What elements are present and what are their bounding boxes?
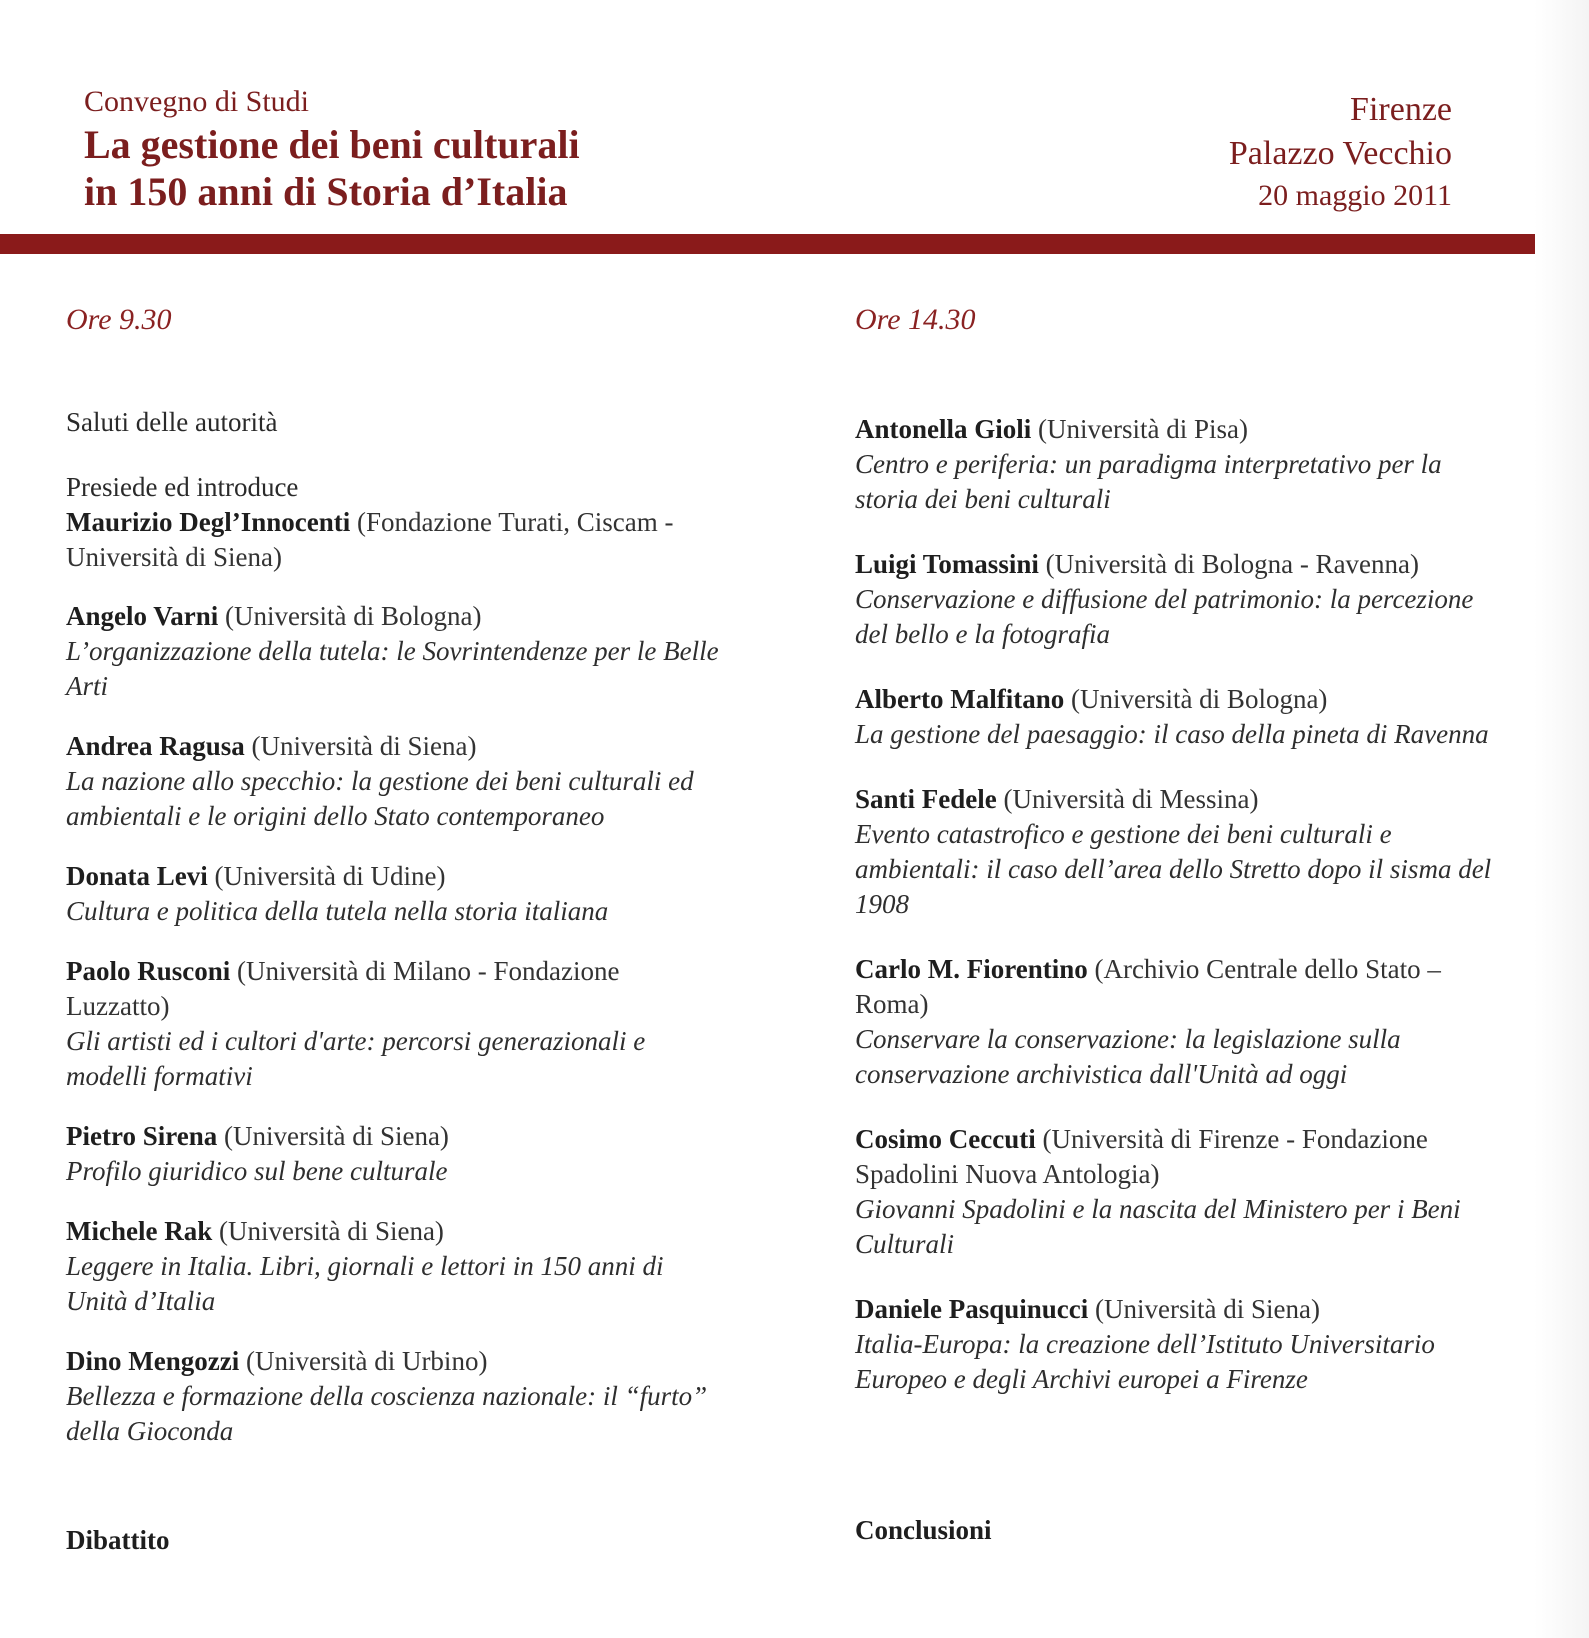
event-date: 20 maggio 2011 [1258, 179, 1452, 212]
chair-entry [66, 470, 726, 575]
speaker-name: Donata Levi [66, 861, 208, 891]
talk-title: Cultura e politica della tutela nella storia italiana [66, 896, 609, 926]
speaker-affiliation: (Università di Siena) [251, 731, 477, 761]
afternoon-closing: Conclusioni [855, 1515, 992, 1545]
event-venue: Palazzo Vecchio [1228, 135, 1452, 172]
talk-title: Giovanni Spadolini e la nascita del Ministero per i Beni Culturali [855, 1194, 1461, 1259]
speaker-affiliation: (Università di Urbino) [245, 1346, 488, 1376]
speaker-affiliation: (Università di Messina) [1003, 784, 1259, 814]
speaker-affiliation: (Università di Siena) [223, 1121, 449, 1151]
speaker-name: Dino Mengozzi [66, 1346, 240, 1376]
morning-session [66, 300, 726, 1449]
talk-title: La gestione del paesaggio: il caso della pineta di Ravenna [855, 719, 1489, 749]
talk-title: Conservare la conservazione: la legislazione sulla conservazione archivistica dall'Unità ad oggi [855, 1024, 1401, 1089]
talk-entry [66, 729, 726, 834]
chair-affiliation: (Fondazione Turati, Ciscam - Università di Siena) [66, 507, 674, 572]
talk-entry [66, 1344, 726, 1449]
header-divider-rule [0, 234, 1535, 254]
talk-title: La nazione allo specchio: la gestione dei beni culturali ed ambientali e le origini dello Stato contemporaneo [66, 766, 694, 831]
talk-title: Conservazione e diffusione del patrimonio: la percezione del bello e la fotografia [855, 584, 1474, 649]
talk-entry [855, 1122, 1495, 1262]
speaker-affiliation: (Università di Siena) [218, 1216, 444, 1246]
talk-title: L’organizzazione della tutela: le Sovrintendenze per le Belle Arti [66, 636, 719, 701]
speaker-affiliation: (Università di Bologna) [1070, 684, 1328, 714]
afternoon-session [855, 300, 1495, 1397]
speaker-name: Michele Rak [66, 1216, 213, 1246]
speaker-affiliation: (Università di Bologna - Ravenna) [1045, 549, 1420, 579]
afternoon-session-time: Ore 14.30 [855, 303, 976, 336]
talk-title: Gli artisti ed i cultori d'arte: percorsi generazionali e modelli formativi [66, 1026, 646, 1091]
greetings-text: Saluti delle autorità [66, 407, 278, 437]
header-location-block [1032, 88, 1452, 216]
chair-name: Maurizio Degl’Innocenti [66, 507, 351, 537]
chair-intro: Presiede ed introduce [66, 472, 299, 502]
morning-session-time: Ore 9.30 [66, 303, 172, 336]
event-title-line-2: in 150 anni di Storia d’Italia [84, 169, 568, 214]
talk-entry [855, 412, 1495, 517]
speaker-name: Pietro Sirena [66, 1121, 218, 1151]
talk-entry [855, 1292, 1495, 1397]
speaker-affiliation: (Archivio Centrale dello Stato – Roma) [855, 954, 1441, 1019]
speaker-name: Daniele Pasquinucci [855, 1294, 1089, 1324]
speaker-name: Santi Fedele [855, 784, 997, 814]
speaker-name: Carlo M. Fiorentino [855, 954, 1088, 984]
speaker-name: Luigi Tomassini [855, 549, 1039, 579]
speaker-affiliation: (Università di Milano - Fondazione Luzzatto) [66, 956, 620, 1021]
speaker-name: Angelo Varni [66, 601, 219, 631]
speaker-name: Alberto Malfitano [855, 684, 1065, 714]
talk-entry [855, 547, 1495, 652]
talk-entry [66, 1214, 726, 1319]
event-type: Convegno di Studi [84, 85, 310, 118]
talk-title: Centro e periferia: un paradigma interpretativo per la storia dei beni culturali [855, 449, 1442, 514]
speaker-affiliation: (Università di Pisa) [1038, 414, 1248, 444]
talk-entry [66, 954, 726, 1094]
talk-entry [66, 859, 726, 929]
speaker-affiliation: (Università di Bologna) [225, 601, 482, 631]
speaker-affiliation: (Università di Firenze - Fondazione Spadolini Nuova Antologia) [855, 1124, 1428, 1189]
speaker-name: Paolo Rusconi [66, 956, 231, 986]
event-title-line-1: La gestione dei beni culturali [84, 122, 580, 167]
talk-entry [855, 782, 1495, 922]
talk-entry [855, 682, 1495, 752]
talk-title: Evento catastrofico e gestione dei beni culturali e ambientali: il caso dell’area dello Stretto dopo il sisma del 1908 [855, 819, 1492, 919]
event-city: Firenze [1350, 91, 1452, 128]
talk-title: Leggere in Italia. Libri, giornali e lettori in 150 anni di Unità d’Italia [66, 1251, 664, 1316]
talk-entry [66, 599, 726, 704]
speaker-name: Cosimo Ceccuti [855, 1124, 1036, 1154]
speaker-affiliation: (Università di Udine) [214, 861, 446, 891]
talk-title: Italia-Europa: la creazione dell’Istituto Universitario Europeo e degli Archivi europei a Firenze [855, 1329, 1435, 1394]
speaker-name: Andrea Ragusa [66, 731, 245, 761]
paper-edge [1534, 0, 1589, 1638]
talk-entry [66, 1119, 726, 1189]
talk-entry [855, 952, 1495, 1092]
speaker-affiliation: (Università di Siena) [1095, 1294, 1320, 1324]
talk-title: Bellezza e formazione della coscienza nazionale: il “furto” della Gioconda [66, 1381, 708, 1446]
morning-closing: Dibattito [66, 1525, 170, 1555]
header-title-block [84, 84, 784, 214]
talk-title: Profilo giuridico sul bene culturale [66, 1156, 448, 1186]
speaker-name: Antonella Gioli [855, 414, 1032, 444]
